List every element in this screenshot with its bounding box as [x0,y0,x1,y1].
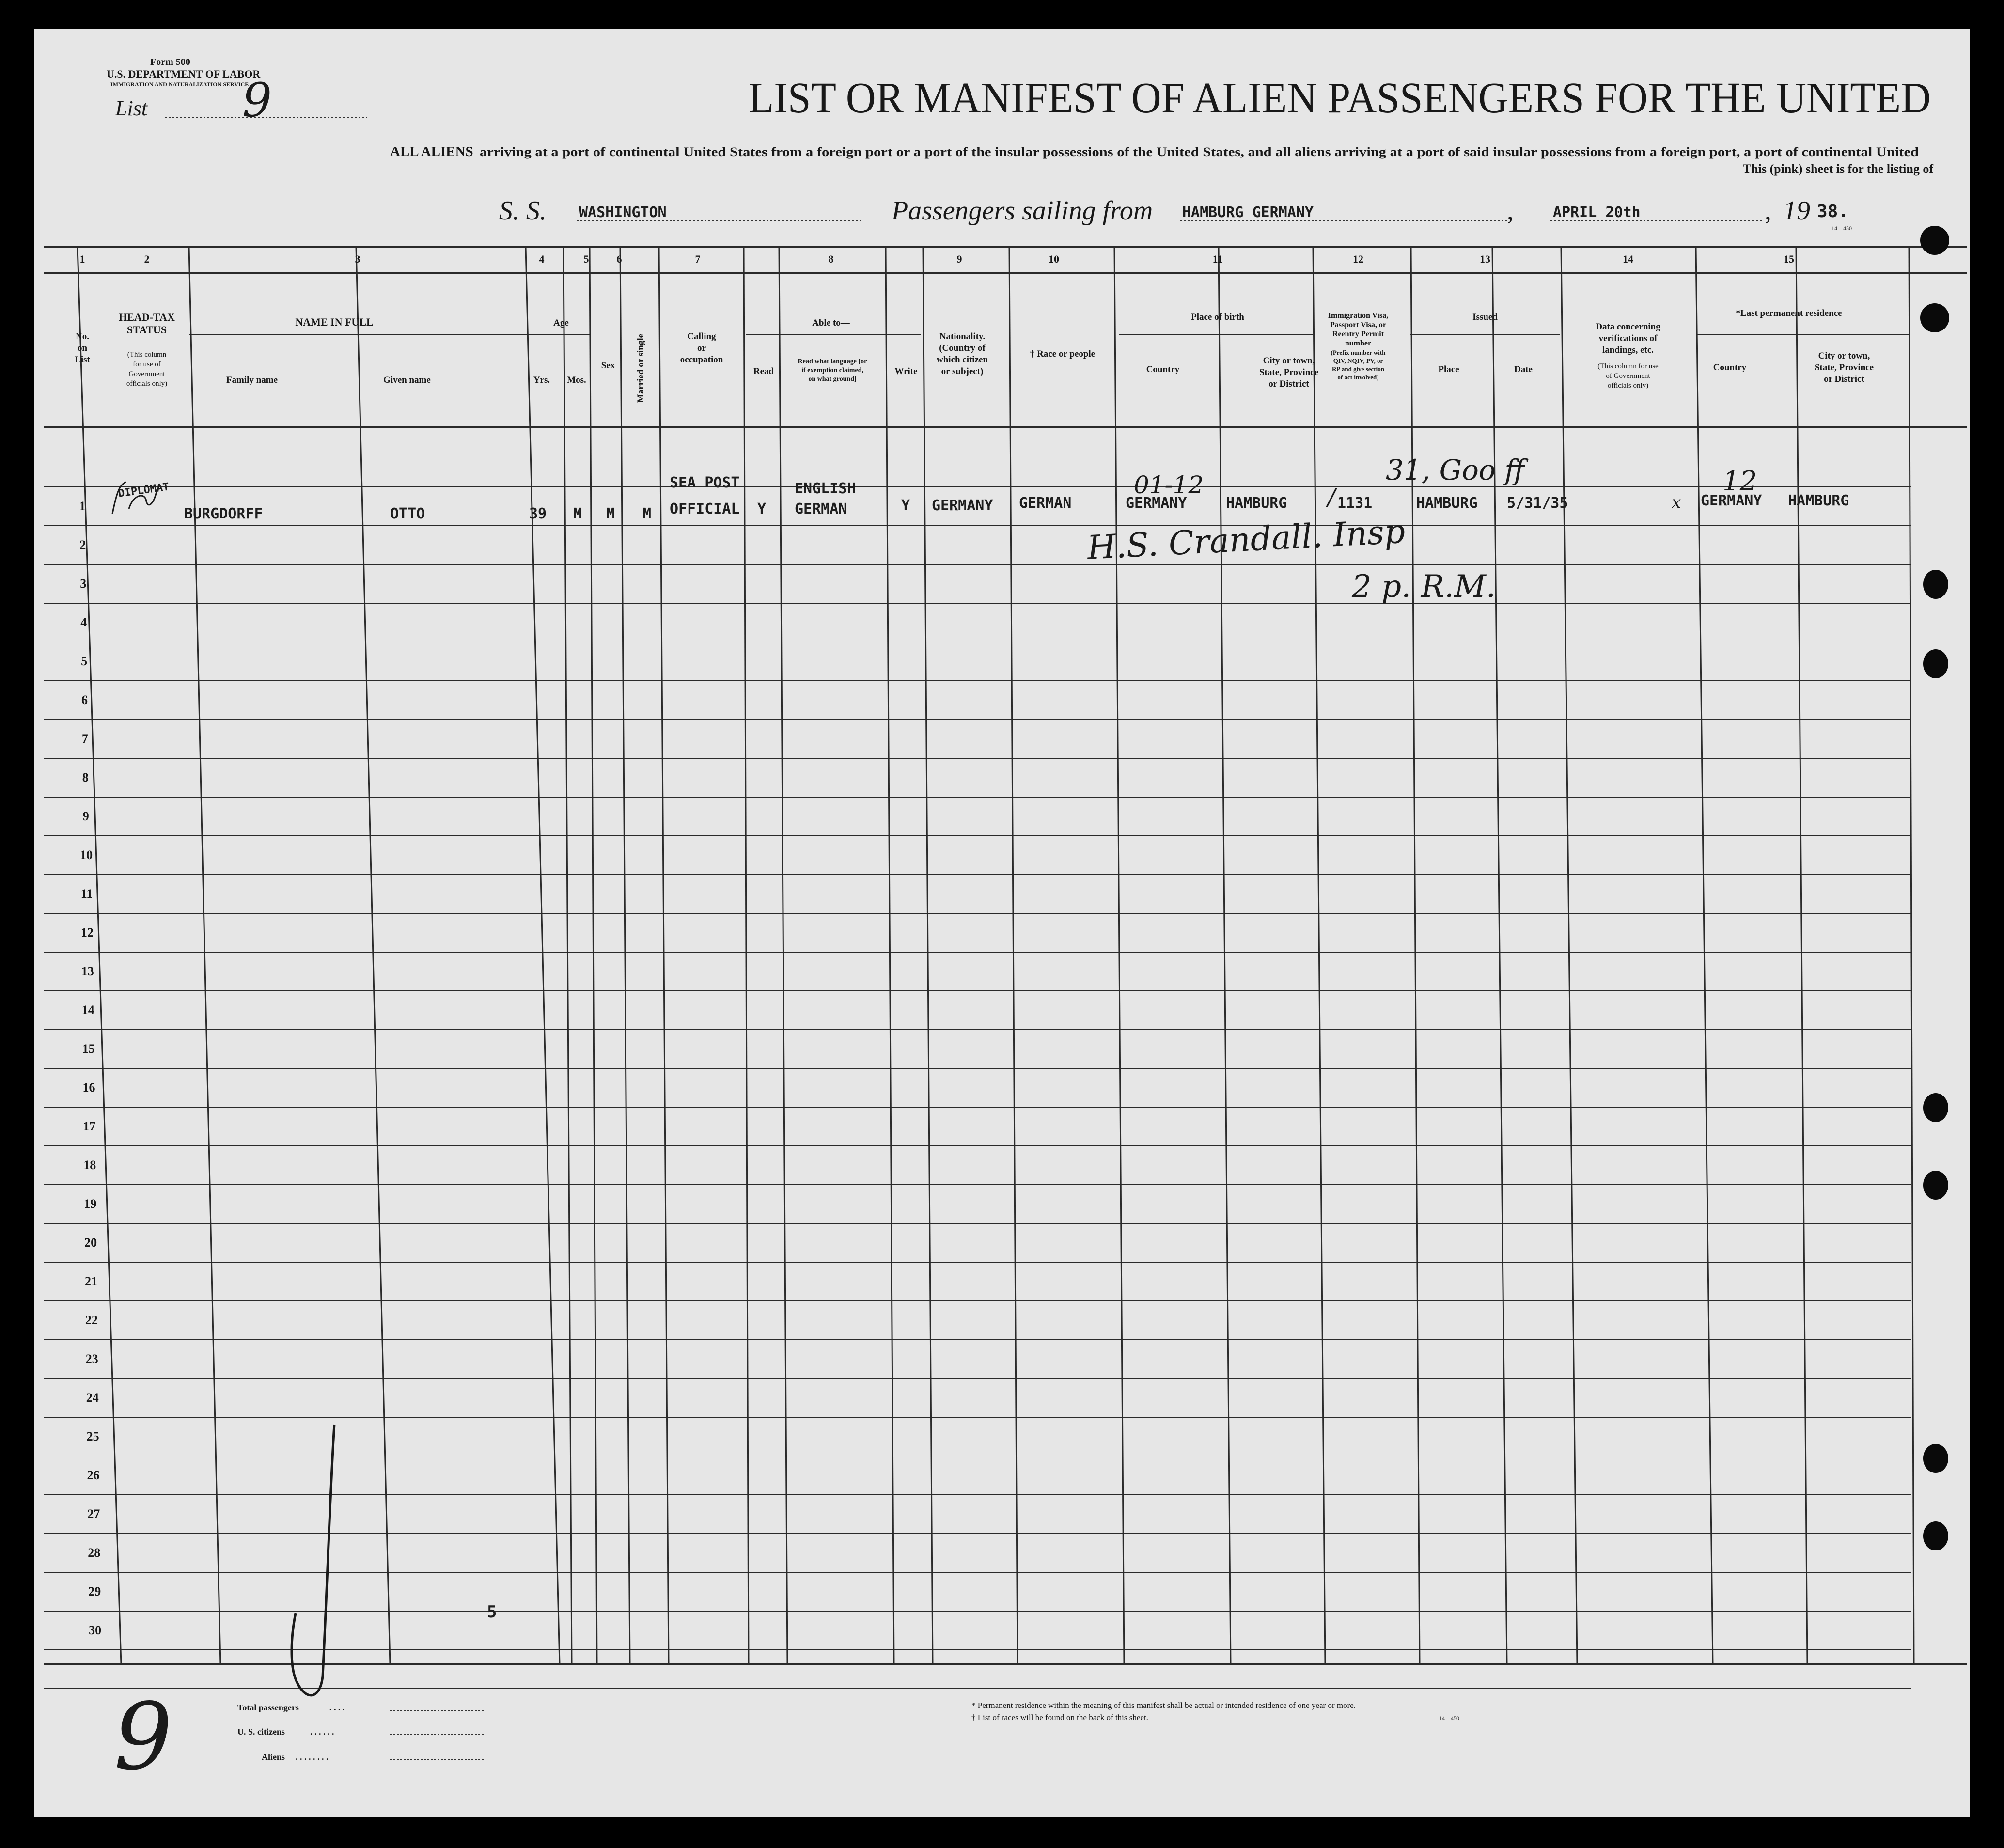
totals-block [237,1703,485,1762]
page-mark: 9 [114,1683,172,1790]
column-rule [1009,247,1018,1664]
header-given-name: Given name [383,375,431,385]
nationality: GERMANY [932,497,993,514]
column-number: 3 [355,253,360,265]
language-line-1: ENGLISH [795,480,856,497]
row-number: 22 [85,1313,98,1327]
column-number: 15 [1784,253,1794,265]
row-number: 27 [87,1507,100,1521]
row-number: 17 [83,1119,96,1133]
row-number: 28 [88,1546,101,1560]
header-head-tax-note: (This column for use of Government officials only) [126,351,168,388]
row-number: 21 [85,1274,97,1288]
handwritten-annotations [112,454,1757,1790]
punch-hole [1923,1521,1948,1550]
column-rule [189,247,220,1664]
form-number: Form 500 [150,57,190,67]
column-rule [744,247,749,1664]
header-res-country: Country [1713,362,1747,373]
header-read-what: Read what language [or if exemption claimed, on what ground] [798,358,867,383]
family-name: BURGDORFF [184,505,263,522]
column-rule [564,247,572,1664]
column-rule [779,247,787,1664]
row-number: 1 [79,499,86,513]
header-race: † Race or people [1030,349,1096,359]
punch-hole [1923,570,1948,599]
header-issued-place: Place [1438,364,1459,375]
column-number: 9 [956,253,962,265]
row-number: 12 [80,925,94,940]
header-name-in-full: NAME IN FULL [295,316,374,328]
footnote-code: 14—450 [1439,1715,1459,1722]
header-married: Married or single [636,333,646,403]
year-prefix: 19 [1783,196,1810,226]
column-rule [526,247,560,1664]
age-years: 39 [529,505,547,522]
row-number: 3 [80,577,87,591]
inspector-note: 2 p. R.M. [1352,569,1496,605]
given-name: OTTO [390,505,425,522]
column-rule [1313,247,1325,1664]
column-number: 4 [539,253,545,265]
row-number: 6 [81,693,88,707]
head-tax-status: DIPLOMAT [117,481,170,500]
punch-holes [1920,226,1949,1550]
row-number: 24 [86,1391,99,1405]
header-able-to: Able to— [812,318,850,328]
year-suffix: 38. [1817,202,1849,221]
row-number: 8 [82,770,89,784]
sex: M [606,505,615,522]
column-rule [78,247,121,1664]
column-rule [620,247,630,1664]
column-number: 10 [1049,253,1059,265]
row-number: 14 [81,1003,94,1017]
header-place-of-birth: Place of birth [1191,312,1244,322]
passenger-row-1 [117,474,1849,522]
able-to-read: Y [757,501,767,517]
subtitle-line-1: arriving at a port of continental United States from a foreign port or a port of the insular possessions of the United States, and all aliens arriving at a port of said insular possessions from a foreign port, a port of continental United [480,145,1919,159]
header-issued-date: Date [1514,364,1533,375]
column-rule [356,247,390,1664]
column-rule [1561,247,1577,1664]
header-write: Write [894,366,918,376]
ship-name: WASHINGTON [579,204,667,221]
header-calling: Calling or occupation [680,331,723,365]
row-number: 16 [82,1081,95,1095]
stray-number: 5 [487,1602,497,1622]
column-number: 12 [1353,253,1363,265]
total-dots-1: . . . . [329,1703,345,1712]
subtitle-lead: ALL ALIENS [390,144,473,159]
column-number: 5 [583,253,589,265]
able-to-write: Y [901,497,910,514]
total-dots-2: . . . . . . [310,1727,334,1737]
header-verifications: Data concerning verifications of landings, etc. [1596,322,1660,355]
column-number: 13 [1480,253,1490,265]
list-number: 9 [242,73,272,127]
row-number: 20 [84,1236,97,1250]
punch-hole [1923,1171,1948,1200]
language-line-2: GERMAN [795,501,847,517]
column-rule [886,247,894,1664]
form-code-top: 14—450 [1832,225,1852,232]
row-number: 18 [83,1158,96,1172]
married-or-single: M [642,505,652,522]
comma-1: , [1507,196,1514,226]
column-number: 1 [79,253,85,265]
column-headers [75,308,1874,403]
punch-hole [1920,226,1949,255]
manifest-page [34,29,1970,1817]
header-last-residence: *Last permanent residence [1736,308,1842,318]
race: GERMAN [1019,495,1072,512]
row-number: 11 [80,887,93,901]
header-visa: Immigration Visa, Passport Visa, or Reentry Permit number (Prefix number with QIV, NQIV, PV, or RP and give section of act involved) [1328,312,1389,381]
ss-label: S. S. [499,196,547,226]
header-mos: Mos. [567,375,586,385]
punch-hole [1923,649,1948,678]
checkmark-stroke [292,1425,334,1695]
column-rules [78,247,1914,1664]
column-number: 7 [695,253,701,265]
departure-port: HAMBURG GERMANY [1182,204,1314,221]
column-rule [1114,247,1124,1664]
row-number: 15 [82,1042,95,1056]
row-number: 9 [82,809,89,823]
row-rules [44,487,1911,1689]
issued-date: 5/31/35 [1507,495,1568,512]
issued-place: HAMBURG [1416,495,1478,512]
column-rule [1796,247,1807,1664]
sailing-date: APRIL 20th [1553,204,1641,221]
manifest-title: LIST OR MANIFEST OF ALIEN PASSENGERS FOR THE UNITED [749,74,1931,122]
column-number: 11 [1212,253,1223,265]
age-months: M [573,505,582,522]
header-nationality: Nationality. (Country of which citizen or subject) [936,331,988,376]
header-sex: Sex [601,360,615,371]
column-rule [923,247,933,1664]
birth-country: GERMANY [1126,495,1187,512]
list-label: List [115,96,148,120]
column-rule [659,247,669,1664]
row-number: 29 [88,1584,101,1598]
column-number-row [80,253,1795,265]
header-verifications-note: (This column for use of Government officials only) [1597,362,1659,390]
header-head-tax: HEAD-TAX STATUS [119,311,175,336]
column-number: 6 [616,253,622,265]
verification-tick: x [1672,493,1681,512]
header-birth-country: Country [1146,364,1180,375]
us-citizens-label: U. S. citizens [237,1727,285,1737]
department-name: U.S. DEPARTMENT OF LABOR [107,68,261,80]
visa-tick: / [1328,484,1336,511]
column-number: 2 [144,253,150,265]
visa-annotation: 31, Goo ff [1386,454,1525,486]
header-age: Age [553,318,569,328]
row-number: 19 [84,1197,97,1211]
header-birth-city: City or town, State, Province or District [1259,356,1319,389]
header-family-name: Family name [226,375,278,385]
footnote-residence: * Permanent residence within the meaning of this manifest shall be actual or intended residence of one year or more. [971,1701,1356,1710]
subtitle-line-2: This (pink) sheet is for the listing of [1742,162,1933,176]
column-rule [1696,247,1713,1664]
punch-hole [1923,1444,1948,1473]
row-number: 26 [87,1468,100,1482]
row-number: 7 [81,732,88,746]
footnotes [971,1701,1459,1722]
header-no-on-list: No. on List [75,331,90,365]
inspector-signature: H.S. Crandall. Insp [1086,512,1407,567]
residence-city: HAMBURG [1788,492,1849,509]
residence-country: GERMANY [1701,492,1762,509]
residence-code: 12 [1722,466,1757,497]
footnote-races: † List of races will be found on the back of this sheet. [971,1713,1148,1722]
row-number: 10 [80,848,93,862]
punch-hole [1920,303,1949,332]
row-number: 30 [89,1623,102,1637]
visa-number: 1131 [1337,495,1373,512]
aliens-label: Aliens [262,1752,285,1762]
row-number: 2 [79,538,86,552]
header-yrs: Yrs. [533,375,550,385]
column-number: 14 [1623,253,1633,265]
header-read: Read [753,366,774,376]
column-rule [590,247,597,1664]
manifest-sheet [34,29,1970,1817]
total-passengers-label: Total passengers [237,1703,299,1712]
comma-2: , [1765,196,1771,226]
row-number: 5 [81,654,88,668]
row-number: 13 [81,964,94,978]
row-number: 23 [85,1352,98,1366]
birth-code: 01-12 [1134,471,1204,499]
sailing-label: Passengers sailing from [892,196,1153,226]
column-rule [1909,247,1914,1664]
punch-hole [1923,1093,1948,1122]
header-res-city: City or town, State, Province or District [1814,351,1874,384]
total-dots-3: . . . . . . . . [296,1752,329,1762]
row-number: 4 [80,615,87,629]
birth-city: HAMBURG [1226,495,1287,512]
column-rule [1219,247,1231,1664]
column-number: 8 [828,253,834,265]
occupation-line-2: OFFICIAL [670,501,740,517]
header-issued: Issued [1472,312,1498,322]
occupation-line-1: SEA POST [670,474,740,491]
service-name: IMMIGRATION AND NATURALIZATION SERVICE [110,81,249,88]
row-number: 25 [86,1429,99,1443]
